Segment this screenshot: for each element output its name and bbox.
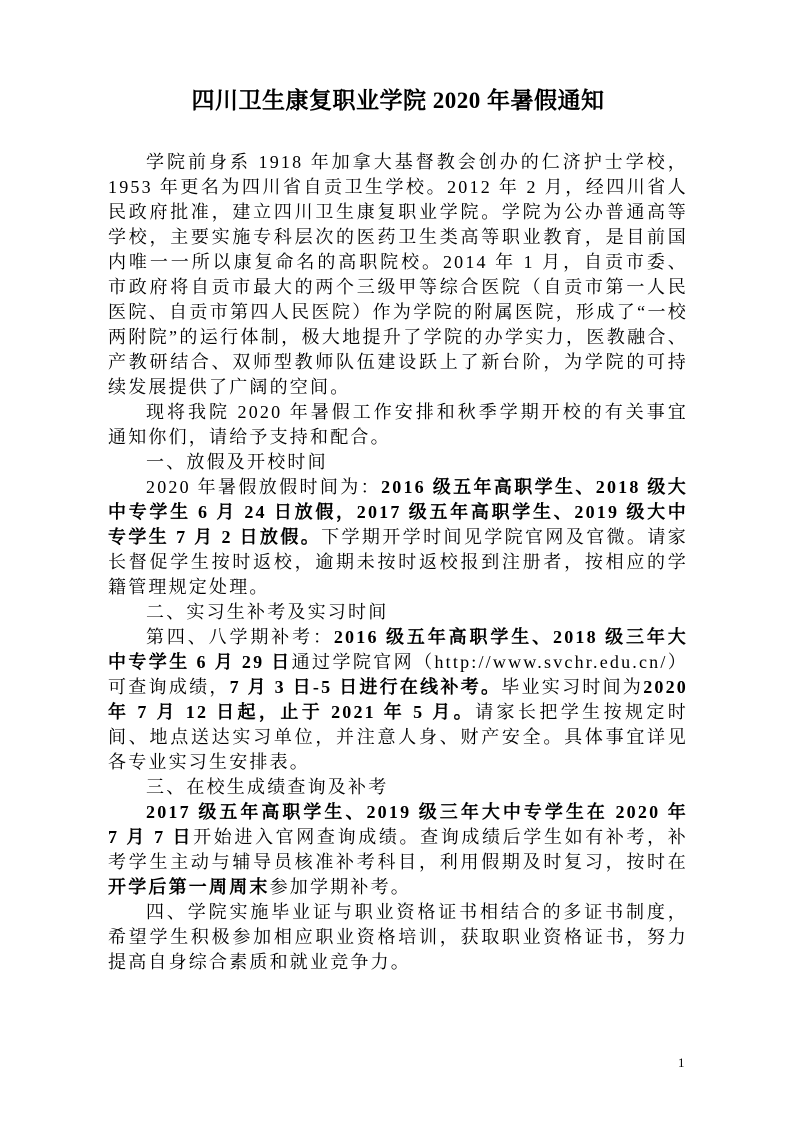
paragraph <box>108 400 688 450</box>
paragraph <box>108 150 688 400</box>
text-run: ）可查询成绩， <box>108 652 688 697</box>
paragraph <box>108 625 688 775</box>
bold-text-run: 2017 级五年高职学生、2019 级三年大中专学生在 2020 年 7 月 7 日 <box>108 802 688 847</box>
text-run: 现将我院 2020 年暑假工作安排和秋季学期开校的有关事宜通知你们，请给予支持和配合。 <box>108 402 688 447</box>
paragraph <box>108 800 688 900</box>
text-run: 参加学期补考。 <box>269 877 412 897</box>
text-run: 开始进入官网查询成绩。查询成绩后学生如有补考，补考学生主动与辅导员核准补考科目，利用假期及时复习，按时在 <box>108 827 688 872</box>
bold-text-run: 7 月 3 日-5 日进行在线补考。 <box>229 677 502 697</box>
text-run: 三、在校生成绩查询及补考 <box>146 777 389 797</box>
bold-text-run: 开学后第一周周末 <box>108 877 270 897</box>
website-url: http://www.svchr.edu.cn/ <box>434 652 668 672</box>
text-run: 四、学院实施毕业证与职业资格证书相结合的多证书制度，希望学生积极参加相应职业资格培训，获取职业资格证书，努力提高自身综合素质和就业竞争力。 <box>108 902 688 972</box>
text-run: 通过学院官网（ <box>291 652 435 672</box>
bold-text-run: 2016 级五年高职学生、2018 级三年大中专学生 6 月 29 日 <box>108 627 688 672</box>
text-run: 请家长把学生按规定时间、地点送达实习单位，并注意人身、财产安全。具体事宜详见各专业实习生安排表。 <box>108 702 689 772</box>
paragraph <box>108 475 688 600</box>
document-title: 四川卫生康复职业学院 2020 年暑假通知 <box>191 88 605 113</box>
text-run: 2020 年暑假放假时间为： <box>146 477 382 497</box>
section-heading <box>108 600 688 625</box>
text-run: 下学期开学时间见学院官网及官微。请家长督促学生按时返校，逾期未按时返校报到注册者，按相应的学籍管理规定处理。 <box>108 527 688 597</box>
text-run: 二、实习生补考及实习时间 <box>146 602 389 622</box>
bold-text-run: 2020 年 7 月 12 日起，止于 2021 年 5 月。 <box>108 677 688 722</box>
text-run: 第四、八学期补考： <box>146 627 334 647</box>
section-heading <box>108 450 688 475</box>
bold-text-run: 2016 级五年高职学生、2018 级大中专学生 6 月 24 日放假，2017 级五年高职学生、2019 级大中专学生 7 月 2 日放假。 <box>108 477 688 547</box>
document-content <box>108 84 688 975</box>
paragraph <box>108 900 688 975</box>
text-run: 学院前身系 1918 年加拿大基督教会创办的仁济护士学校，1953 年更名为四川省自贡卫生学校。2012 年 2 月，经四川省人民政府批准，建立四川卫生康复职业学院。学院为公办普通高等学校，主要实施专科层次的医药卫生类高等职业教育，是目前国内唯一一所以康复命名的高职院校。2014 年 1 月，自贡市委、市政府将自贡市最大的两个三级甲等综合医院（自贡市第一人民医院、自贡市第四人民医院）作为学院的附属医院，形成了“一校两附院”的运行体制，极大地提升了学院的办学实力，医教融合、产教研结合、双师型教师队伍建设跃上了新台阶，为学院的可持续发展提供了广阔的空间。 <box>108 152 688 397</box>
page-number: 1 <box>678 1055 685 1070</box>
text-run: 毕业实习时间为 <box>501 677 644 697</box>
document-body <box>108 150 688 975</box>
section-heading <box>108 775 688 800</box>
text-run: 一、放假及开校时间 <box>146 452 328 472</box>
